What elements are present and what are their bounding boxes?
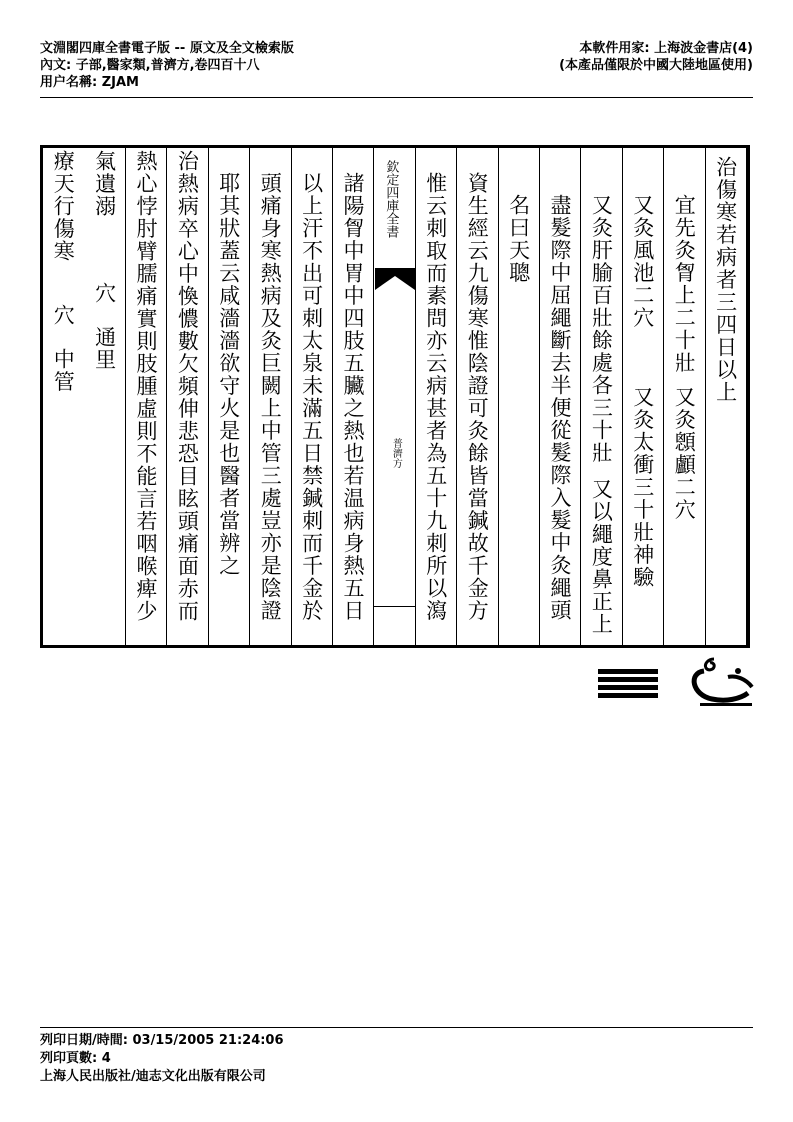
header-right [559, 40, 753, 74]
banner-divider [374, 606, 414, 607]
header-title: 文淵閣四庫全書電子版 -- 原文及全文檢索版 [40, 41, 294, 56]
column-text: 資生經云九傷寒惟陰證可灸餘皆當鍼故千金方 [465, 172, 490, 622]
text-column-c12 [209, 148, 250, 645]
banner-column [374, 148, 415, 645]
header-divider [40, 97, 753, 98]
header-region-note: (本產品僅限於中國大陸地區使用) [559, 58, 753, 73]
page-frame [40, 145, 750, 648]
text-column-c14 [126, 148, 167, 645]
text-column-c2 [664, 148, 705, 645]
banner-book-title: 普濟方 [390, 438, 402, 468]
column-text: 又灸肝腧百壯餘處各三十壯 [589, 194, 614, 464]
text-column-c4 [581, 148, 622, 645]
column-text: 盡髮際中屈繩斷去半便從髮際入髮中灸繩頭 [548, 194, 572, 622]
text-column-c1 [706, 148, 747, 645]
print-datetime: 列印日期/時間: 03/15/2005 21:24:06 [40, 1033, 284, 1048]
column-text: 惟云刺取而素問亦云病甚者為五十九刺所以瀉 [423, 172, 448, 622]
column-text: 又以繩度鼻正上 [589, 478, 614, 636]
column-text: 又灸顖顱二穴 [672, 386, 697, 521]
column-text: 諸陽胷中胃中四肢五臟之熱也若温病身熱五日 [341, 172, 365, 622]
header-licensee: 本軟件用家: 上海波金書店(4) [579, 41, 753, 56]
text-column-c9 [333, 148, 374, 645]
column-text: 耶其狀蓋云咸濇濇欲守火是也醫者當辨之 [216, 172, 241, 577]
column-text: 穴 [92, 282, 117, 305]
footer-divider [40, 1027, 753, 1028]
column-text: 治傷寒若病者三四日以上 [713, 156, 738, 404]
footer [40, 1032, 284, 1086]
text-column-c6 [499, 148, 540, 645]
text-column-c13 [167, 148, 208, 645]
column-text: 以上汗不出可刺太泉未滿五日禁鍼刺而千金於 [299, 172, 324, 622]
text-column-c5 [540, 148, 581, 645]
column-text: 宜先灸胷上二十壯 [672, 194, 697, 374]
text-column-c7 [457, 148, 498, 645]
print-page-count: 列印頁數: 4 [40, 1051, 111, 1066]
column-text: 又灸風池二穴 [630, 194, 655, 329]
column-text: 氣遺溺 [92, 150, 117, 218]
column-text: 通里 [92, 326, 117, 371]
text-column-c11 [250, 148, 291, 645]
header-username: 用户名稱: ZJAM [40, 75, 139, 90]
fish-tail-mark-icon [375, 268, 415, 294]
column-text: 又灸太衝三十壯神驗 [630, 386, 655, 589]
banner-title: 欽定四庫全書 [383, 160, 399, 238]
publisher-logo-icon [596, 655, 756, 711]
column-text: 穴 [51, 304, 76, 327]
publisher-line: 上海人民出版社/迪志文化出版有限公司 [40, 1069, 266, 1084]
column-text: 熱心悖肘臂臑痛實則肢腫虛則不能言若咽喉痺少 [134, 150, 158, 623]
text-column-c16 [43, 148, 84, 645]
column-text: 療天行傷寒 [51, 150, 76, 263]
column-text: 頭痛身寒熱病及灸巨闕上中管三處豈亦是陰證 [258, 172, 283, 622]
column-text: 名曰天聰 [506, 194, 531, 284]
text-column-c3 [623, 148, 664, 645]
column-text: 治熱病卒心中愌憹數欠頻伸悲恐目眩頭痛面赤而 [175, 150, 200, 623]
header-left [40, 40, 294, 91]
column-text: 中管 [51, 348, 76, 393]
header-content-path: 內文: 子部,醫家類,普濟方,卷四百十八 [40, 58, 260, 73]
text-column-c15 [85, 148, 126, 645]
text-column-c8 [416, 148, 457, 645]
text-column-c10 [292, 148, 333, 645]
